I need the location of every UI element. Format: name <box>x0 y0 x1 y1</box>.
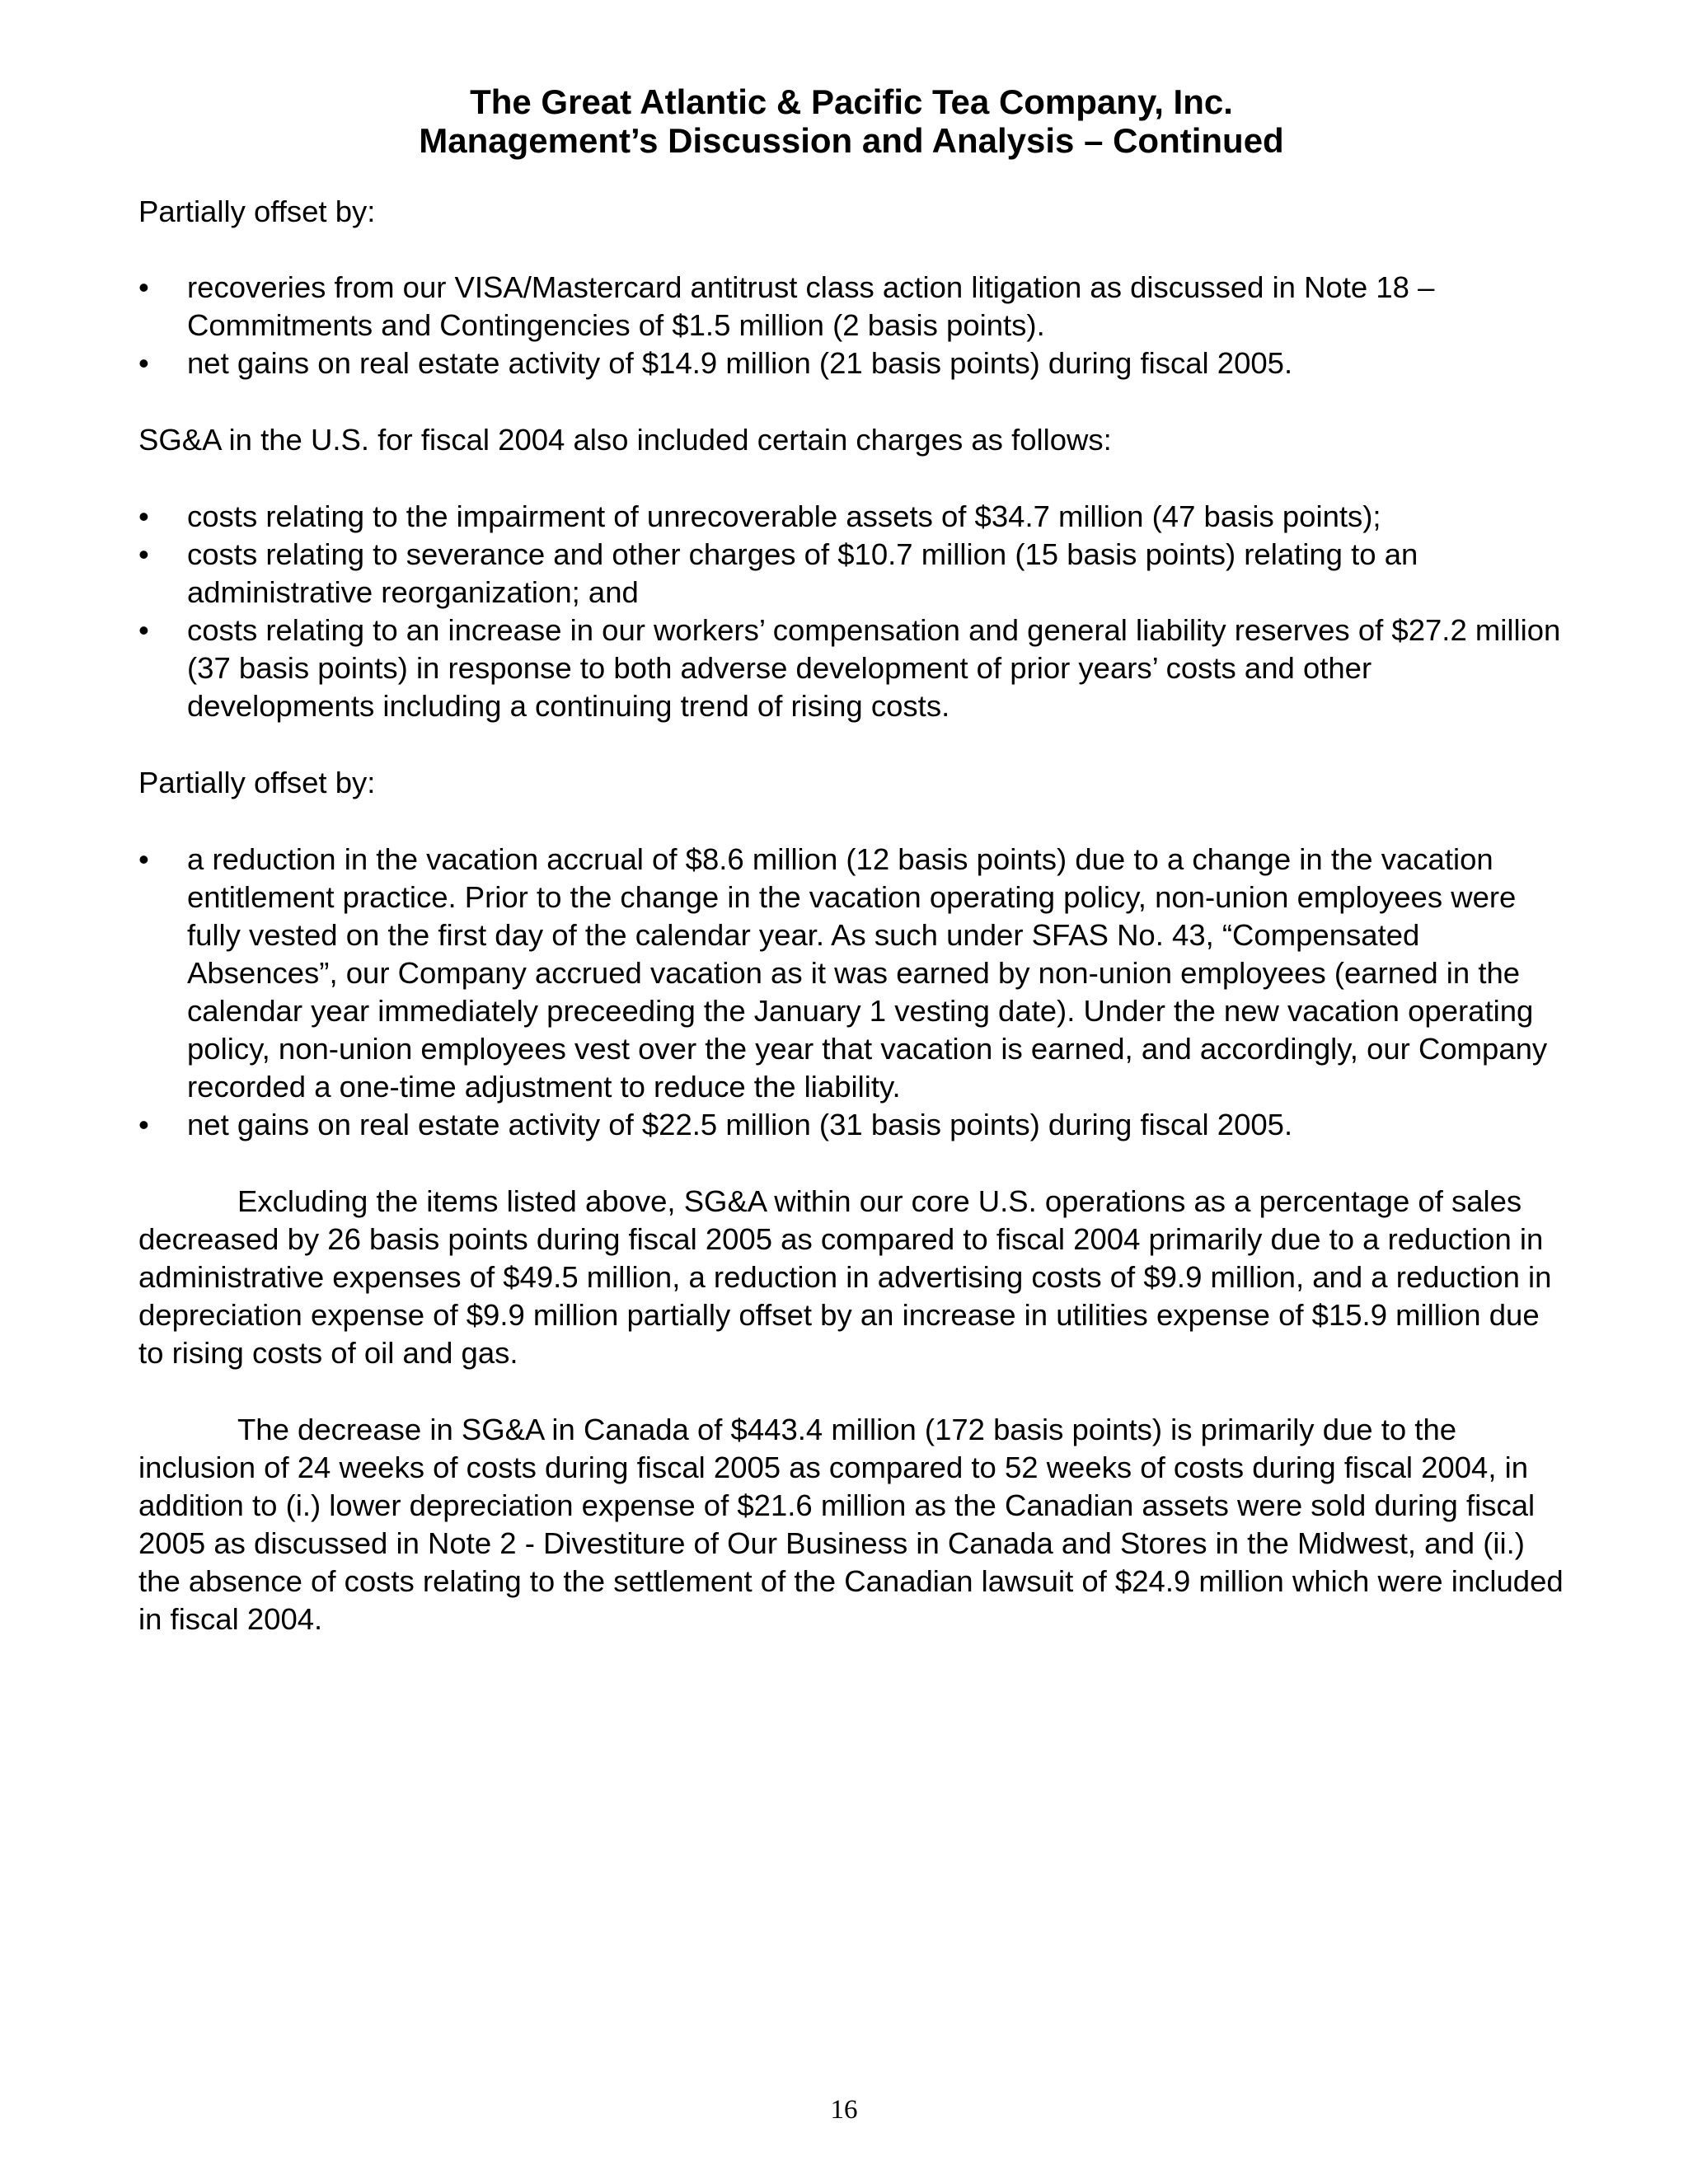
list-item-text: costs relating to the impairment of unrecoverable assets of $34.7 million (47 basis points); <box>187 499 1381 533</box>
page-title <box>138 82 1564 160</box>
bullet-icon: • <box>138 270 149 304</box>
list-item <box>138 1106 1564 1144</box>
list-item <box>138 536 1564 612</box>
title-company: The Great Atlantic & Pacific Tea Company, Inc. <box>470 82 1233 121</box>
page-number: 16 <box>830 2095 858 2125</box>
list-item <box>138 344 1564 382</box>
bullet-icon: • <box>138 842 149 876</box>
list-item <box>138 498 1564 536</box>
section2-lead: SG&A in the U.S. for fiscal 2004 also included certain charges as follows: <box>138 423 1112 457</box>
section3-list <box>138 841 1564 1144</box>
list-item-text: costs relating to severance and other charges of $10.7 million (15 basis points) relating to an administrative reorganization; and <box>187 537 1418 609</box>
list-item-text: costs relating to an increase in our workers’ compensation and general liability reserves of $27.2 million (37 basis points) in response to both adverse development of prior years’ costs and other developments including a continuing trend of rising costs. <box>187 613 1561 723</box>
bullet-icon: • <box>138 346 149 380</box>
bullet-icon: • <box>138 499 149 533</box>
title-section: Management’s Discussion and Analysis – Continued <box>419 121 1284 160</box>
paragraph-canada-sga: The decrease in SG&A in Canada of $443.4 million (172 basis points) is primarily due to the inclusion of 24 weeks of costs during fiscal 2005 as compared to 52 weeks of costs during fiscal 2004, in addition to (i.) lower depreciation expense of $21.6 million as the Canadian assets were sold during fiscal 2005 as discussed in Note 2 - Divestiture of Our Business in Canada and Stores in the Midwest, and (ii.) the absence of costs relating to the settlement of the Canadian lawsuit of $24.9 million which were included in fiscal 2004. <box>138 1413 1564 1636</box>
list-item-text: net gains on real estate activity of $22.5 million (31 basis points) during fiscal 2005. <box>187 1108 1293 1141</box>
list-item <box>138 841 1564 1106</box>
section3-lead: Partially offset by: <box>138 766 376 799</box>
list-item-text: recoveries from our VISA/Mastercard antitrust class action litigation as discussed in Note 18 – Commitments and Contingencies of $1.5 million (2 basis points). <box>187 270 1435 342</box>
list-item-text: net gains on real estate activity of $14.9 million (21 basis points) during fiscal 2005. <box>187 346 1293 380</box>
document-page <box>138 82 1564 1638</box>
bullet-icon: • <box>138 537 149 571</box>
paragraph-us-sga: Excluding the items listed above, SG&A within our core U.S. operations as a percentage of sales decreased by 26 basis points during fiscal 2005 as compared to fiscal 2004 primarily due to a reduction in administrative expenses of $49.5 million, a reduction in advertising costs of $9.9 million, and a reduction in depreciation expense of $9.9 million partially offset by an increase in utilities expense of $15.9 million due to rising costs of oil and gas. <box>138 1184 1552 1370</box>
section2-list <box>138 498 1564 725</box>
list-item <box>138 269 1564 344</box>
list-item <box>138 612 1564 725</box>
section1-lead: Partially offset by: <box>138 194 376 228</box>
list-item-text: a reduction in the vacation accrual of $8.6 million (12 basis points) due to a change in the vacation entitlement practice. Prior to the change in the vacation operating policy, non-union employees were fully vested on the first day of the calendar year. As such under SFAS No. 43, “Compensated Absences”, our Company accrued vacation as it was earned by non-union employees (earned in the calendar year immediately preceeding the January 1 vesting date). Under the new vacation operating policy, non-union employees vest over the year that vacation is earned, and accordingly, our Company recorded a one-time adjustment to reduce the liability. <box>187 842 1548 1104</box>
section1-list <box>138 269 1564 382</box>
bullet-icon: • <box>138 1108 149 1141</box>
bullet-icon: • <box>138 613 149 647</box>
